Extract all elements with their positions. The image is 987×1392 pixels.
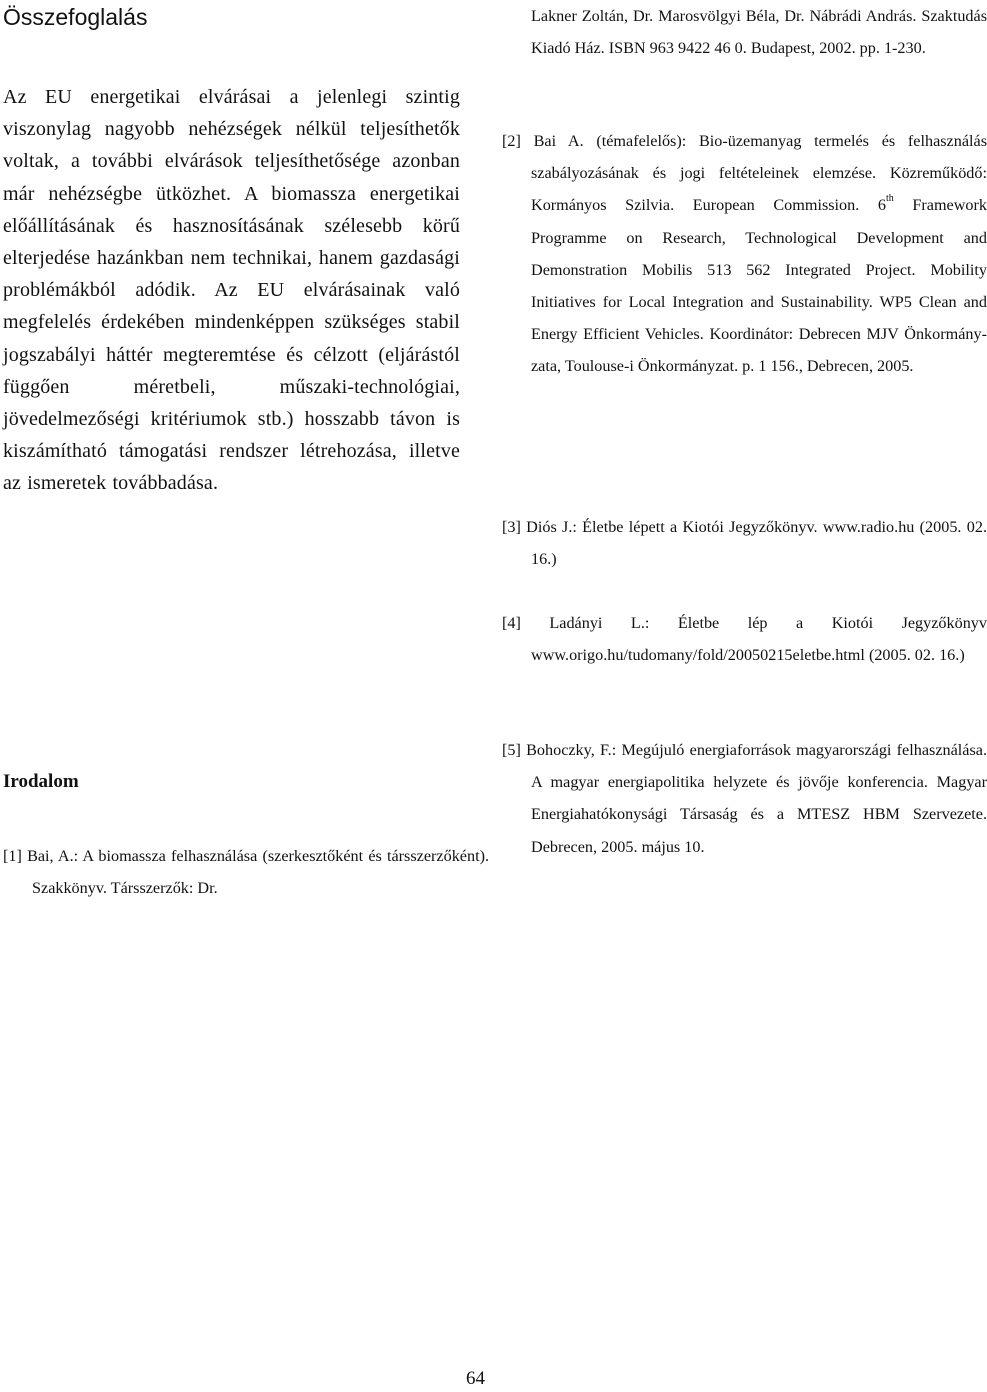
summary-paragraph: Az EU energetikai elvárásai a jelenlegi szintig viszonylag nagyobb nehézségek nélkül teljesíthetők voltak, a további elvárások teljesíthetősége azonban már nehézségbe ütközhet. A biomassza energetikai előállításának és hasznosításának szélesebb körű elterjedése hazánkban nem technikai, hanem gazdasági problémákból adódik. Az EU elvárásainak való megfelelés érdekében mindenképpen szükséges stabil jogszabályi háttér megteremtése és célzott (eljárástól függően méretbeli, műszaki-technológiai, jövedelmezőségi kritériumok stb.) hosszabb távon is kiszámítható támogatási rendszer létrehozása, illetve az ismeretek továbbadása.	[3, 86, 460, 495]
reference-text: Bai, A.: A biomassza felhasználása (szerkesztőként és társszerzőként). Szakkönyv. Társszerzők: Dr.	[27, 847, 490, 898]
reference-superscript: th	[885, 193, 894, 205]
reference-number: [4]	[502, 614, 521, 632]
page-number: 64	[466, 1368, 485, 1389]
reference-number: [1]	[3, 847, 22, 865]
reference-2	[502, 125, 987, 383]
reference-1	[3, 840, 489, 904]
reference-number: [5]	[502, 741, 521, 759]
reference-text: Bohoczky, F.: Megújuló energiaforrások magyarországi felhasználása. A magyar energiapolitika helyzete és jövője konferencia. Magyar Energiahatókonysági Társaság és a MTESZ HBM Szervezete. Debrecen, 2005. május 10.	[526, 741, 987, 856]
reference-1-continuation	[502, 0, 987, 64]
literature-heading: Irodalom	[3, 771, 79, 792]
reference-3	[502, 511, 987, 575]
reference-number: [3]	[502, 518, 521, 536]
reference-5	[502, 734, 987, 863]
reference-number: [2]	[502, 132, 521, 150]
reference-text: Framework Programme on Research, Technological Development and Demonstration Mobilis 513 562 Integrated Project. Mobility Initiatives for Local Integration and Sustainability. WP5 Clean and Energy Efficient Vehicles. Koordinátor: Debrecen MJV Önkormányzata, Toulouse-i Önkormányzat. p. 1 156., Debrecen, 2005.	[531, 196, 987, 376]
reference-text: Bai A. (témafelelős): Bio-üzemanyag termelés és felhasználás szabályozásának és jogi feltételeinek elemzése. Közreműködő: Kormányos Szilvia. European Commission. 6	[531, 132, 987, 215]
summary-heading: Összefoglalás	[3, 4, 148, 30]
reference-text: Lakner Zoltán, Dr. Marosvölgyi Béla, Dr. Nábrádi András. Szaktudás Kiadó Ház. ISBN 963 9422 46 0. Budapest, 2002. pp. 1-230.	[531, 7, 987, 57]
reference-4	[502, 607, 987, 671]
reference-text: Diós J.: Életbe lépett a Kiotói Jegyzőkönyv. www.radio.hu (2005. 02. 16.)	[526, 518, 987, 569]
reference-text: Ladányi L.: Életbe lép a Kiotói Jegyzőkönyv www.origo.hu/tudomany/fold/20050215eletbe.html (2005. 02. 16.)	[531, 614, 987, 665]
